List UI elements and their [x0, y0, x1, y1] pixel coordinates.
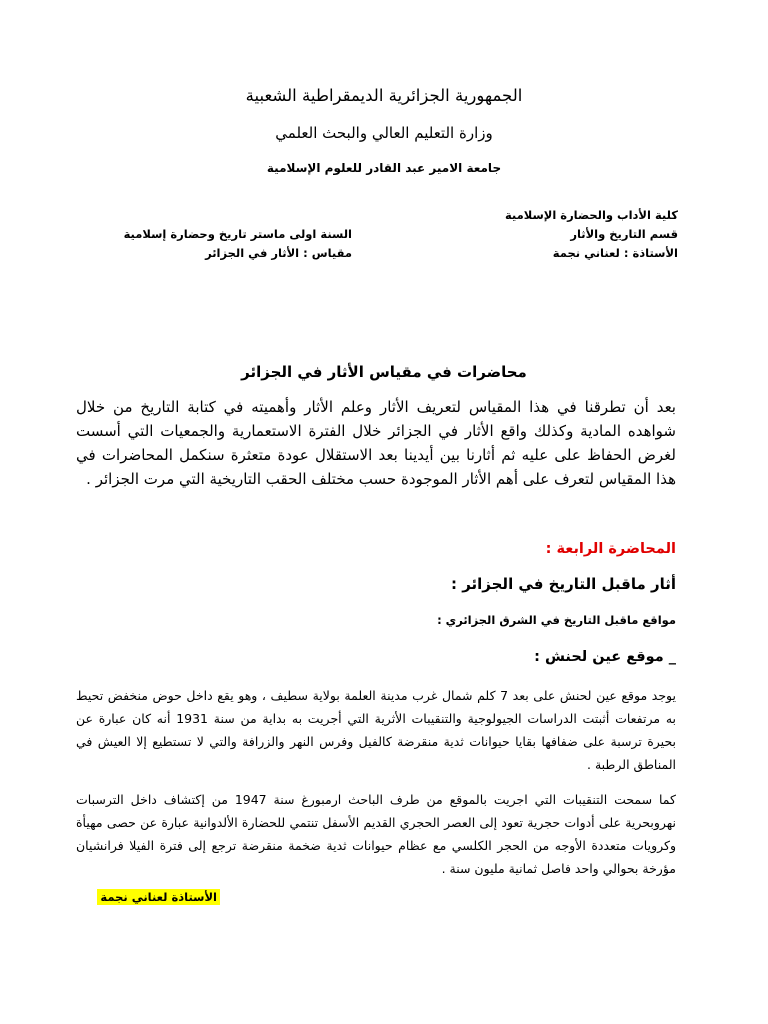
- body-paragraph-1: يوجد موقع عين لحنش على بعد 7 كلم شمال غرب مدينة العلمة بولاية سطيف ، وهو يقع داخل حوض منخفض تحيط به مرتفعات أثبتت الدراسات الجيولوجية والتنقيبات الأثرية التي أجريت به بداية من سنة 1931 أنه كان عبارة عن بحيرة ترسبة على ضفافها بقايا حيوانات ثدية منقرضة كالفيل وفرس النهر والزرافة والتي لا تستطيع إلا العيش في المناطق الرطبة .: [76, 688, 676, 772]
- lecture-series-title: محاضرات في مقياس الأثار في الجزائر: [241, 363, 527, 381]
- prehistory-heading: أثار ماقبل التاريخ في الجزائر :: [450, 575, 676, 593]
- faculty-info-block: [505, 206, 678, 263]
- university-heading: جامعة الامير عبد القادر للعلوم الإسلامية: [266, 161, 502, 175]
- body-paragraph-2: كما سمحت التنقيبات التي اجريت بالموقع من طرف الباحث ارمبورغ سنة 1947 من إكتشاف داخل الترسبات نهروبحرية على أدوات حجرية تعود إلى العصر الحجري القديم الأسفل تنتمي للحضارة الألدوانية عبارة عن حصى مهيأة وكرويات متعددة الأوجه من الحجر الكلسي مع عظام حيوانات ثدية ضخمة منقرضة ترجع إلى فترة الفيلا فرانشيان مؤرخة بحوالي واحد فاصل ثمانية مليون سنة .: [76, 792, 676, 876]
- republic-heading: الجمهورية الجزائرية الديمقراطية الشعبية: [245, 86, 523, 105]
- intro-paragraph: بعد أن تطرقنا في هذا المقياس لتعريف الأثار وعلم الأثار وأهميته في كتابة التاريخ من خلال شواهده المادية وكذلك واقع الأثار في الجزائر خلال الفترة الاستعمارية والجمعيات التي أسست لغرض الحفاظ على عليه ثم أثارنا بين أيدينا بعد الاستقلال عودة متعثرة سنكمل المحاضرات في هذا المقياس لتعرف على أهم الأثار الموجودة حسب مختلف الحقب التاريخية التي مرت الجزائر .: [76, 398, 676, 488]
- study-year: السنة اولى ماستر تاريخ وحضارة إسلامية: [123, 227, 352, 241]
- module-name: مقياس : الأثار في الجزائر: [205, 246, 352, 260]
- lecture-number-heading: المحاضرة الرابعة :: [545, 541, 676, 557]
- professor-name: الأستاذة : لعناني نجمة: [552, 246, 678, 260]
- eastern-sites-heading: مواقع ماقبل التاريخ في الشرق الجزائري :: [437, 613, 676, 627]
- ministry-heading: وزارة التعليم العالي والبحث العلمي: [275, 124, 493, 142]
- ain-lahnech-heading: _ موقع عين لحنش :: [534, 649, 676, 665]
- signature-highlight: الأستاذة لعناني نجمة: [97, 889, 220, 905]
- faculty-name: كلية الأداب والحضارة الإسلامية: [504, 208, 678, 222]
- course-info-block: [92, 225, 352, 263]
- department-name: قسم التاريخ والأثار: [570, 227, 678, 241]
